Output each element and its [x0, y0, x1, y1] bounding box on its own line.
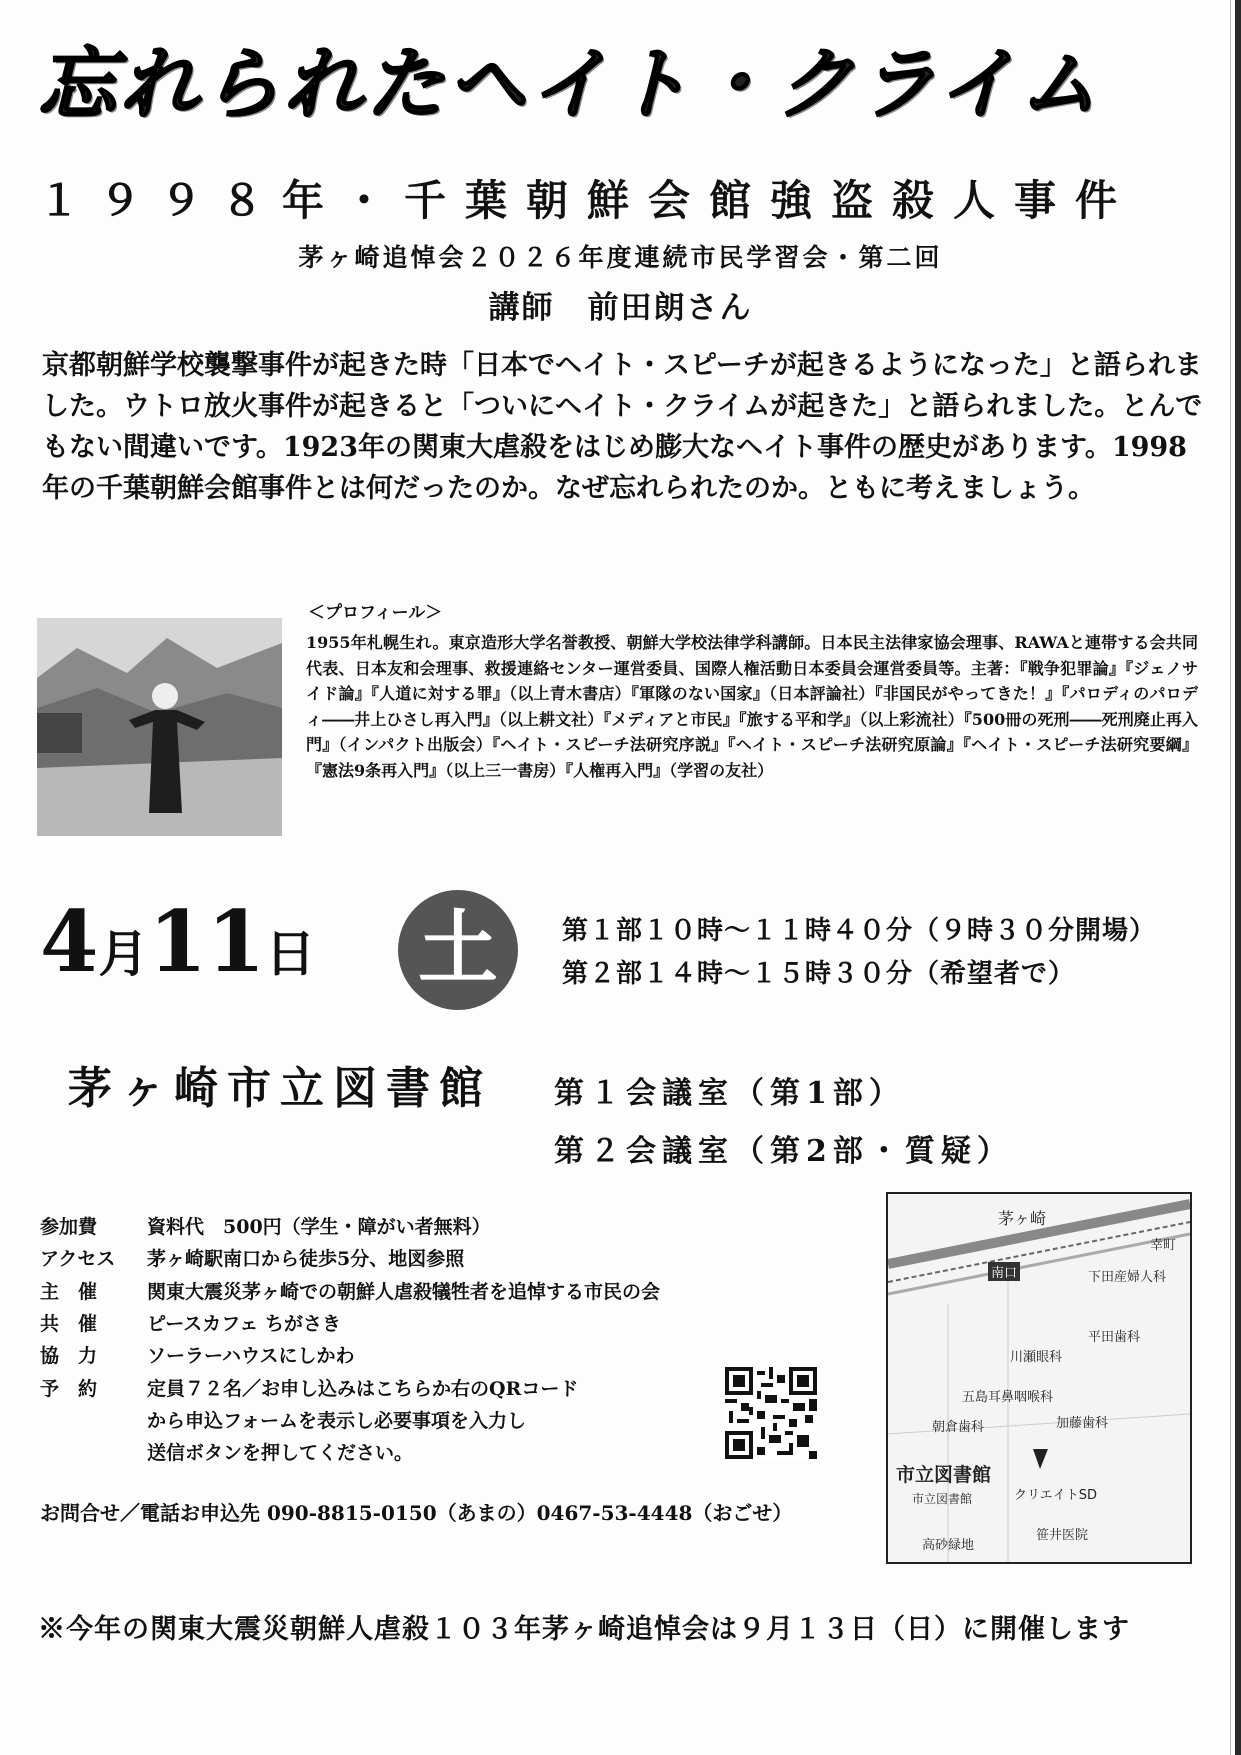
info-organizer [40, 1277, 660, 1304]
map-label-takasago: 高砂緑地 [922, 1538, 975, 1553]
info-cooperation [40, 1341, 354, 1368]
info-reservation[interactable] [40, 1374, 578, 1401]
info-key: 参加費 [40, 1216, 98, 1238]
date-month: 4 [40, 892, 99, 991]
info-access [40, 1244, 464, 1271]
weekday-badge: 土 [398, 890, 518, 1010]
map-label-saiwaicho: 幸町 [1150, 1238, 1177, 1253]
map-label-asakura: 朝倉歯科 [932, 1420, 985, 1435]
info-key: 主 催 [40, 1281, 98, 1303]
info-value: ソーラーハウスにしかわ [147, 1345, 355, 1367]
info-key: 協 力 [40, 1345, 98, 1367]
reservation-cont-2: 送信ボタンを押してください。 [147, 1442, 414, 1464]
info-key: アクセス [40, 1248, 116, 1270]
map-label-chigasaki: 茅ヶ崎 [998, 1209, 1047, 1228]
intro-paragraph: 京都朝鮮学校襲撃事件が起きた時「日本でヘイト・スピーチが起きるようになった」と語られました。ウトロ放火事件が起きると「ついにヘイト・クライムが起きた」と語られました。とんでもない間違いです。1923年の関東大虐殺をはじめ膨大なヘイト事件の歴史があります。1998年の千葉朝鮮会館事件とは何だったのか。なぜ忘れられたのか。ともに考えましょう。 [42, 350, 1203, 504]
map-label-shimoda: 下田産婦人科 [1088, 1270, 1167, 1285]
profile-text: 1955年札幌生れ。東京造形大学名誉教授、朝鮮大学校法律学科講師。日本民主法律家協会理事、RAWAと連帯する会共同代表、日本友和会理事、救援連絡センター運営委員、国際人権活動日本委員会運営委員等。主著：『戦争犯罪論』『ジェノサイド論』『人道に対する罪』（以上青木書店）『軍隊のない国家』（日本評論社）『非国民がやってきた！』『パロディのパロディ――井上ひさし再入門』（以上耕文社）『メディアと市民』『旅する平和学』（以上彩流社）『500冊の死刑――死刑廃止再入門』（インパクト出版会）『ヘイト・スピーチ法研究序説』『ヘイト・スピーチ法研究原論』『ヘイト・スピーチ法研究要綱』『憲法9条再入門』（以上三一書房）『人権再入門』（学習の友社） [306, 633, 1198, 780]
map-label-create-sd: クリエイトSD [1014, 1488, 1098, 1503]
info-value: 資料代 500円（学生・障がい者無料） [147, 1216, 491, 1238]
map-label-kawase: 川瀬眼科 [1010, 1350, 1063, 1365]
date-month-unit: 月 [98, 924, 149, 983]
access-map [886, 1192, 1192, 1564]
info-value: 関東大震災茅ヶ崎での朝鮮人虐殺犠牲者を追悼する市民の会 [147, 1281, 661, 1303]
info-value: 茅ヶ崎駅南口から徒歩5分、地図参照 [147, 1248, 465, 1270]
contact-info: お問合せ／電話お申込先 090-8815-0150（あまの）0467-53-4448（おごせ） [40, 1501, 793, 1525]
schedule-part2: 第２部１４時～１５時３０分（希望者で） [562, 959, 1076, 989]
map-label-hirata: 平田歯科 [1088, 1330, 1141, 1345]
map-label-south-exit: 南口 [988, 1262, 1020, 1281]
series-title: 茅ヶ崎追悼会２０２６年度連続市民学習会・第二回 [298, 243, 943, 272]
info-key: 予 約 [40, 1378, 98, 1400]
map-label-library: 市立図書館 [912, 1492, 973, 1506]
venue-room2: 第２会議室（第2部・質疑） [554, 1134, 1013, 1169]
venue-name: 茅ヶ崎市立図書館 [68, 1063, 492, 1114]
event-subtitle: １９９８年・千葉朝鮮会館強盗殺人事件 [38, 176, 1137, 225]
date-day-unit: 日 [265, 924, 316, 983]
map-label-sasai: 笹井医院 [1036, 1528, 1089, 1543]
speaker-photo [37, 618, 282, 836]
reservation-cont-1: から申込フォームを表示し必要事項を入力し [147, 1410, 527, 1432]
info-value: ピースカフェ ちがさき [147, 1313, 341, 1335]
footer-note: ※今年の関東大震災朝鮮人虐殺１０３年茅ヶ崎追悼会は９月１３日（日）に開催します [38, 1614, 1130, 1645]
date-day: 11 [148, 892, 266, 991]
qr-code[interactable] [725, 1366, 817, 1460]
event-date [40, 892, 316, 991]
map-label-goto: 五島耳鼻咽喉科 [962, 1390, 1054, 1405]
info-value[interactable]: 定員７２名／お申し込みはこちらか右のQRコード [147, 1378, 579, 1400]
info-co-organizer [40, 1309, 341, 1336]
profile-heading: ＜プロフィール＞ [308, 603, 443, 623]
info-fee [40, 1212, 491, 1239]
main-title: 忘れられたヘイト・クライム [38, 40, 1102, 130]
map-label-library-bold: 市立図書館 [896, 1464, 992, 1486]
schedule-part1: 第１部１０時～１１時４０分（９時３０分開場） [562, 916, 1157, 946]
venue-room1: 第１会議室（第1部） [554, 1076, 905, 1111]
info-key: 共 催 [40, 1313, 98, 1335]
map-label-kato: 加藤歯科 [1056, 1416, 1109, 1431]
lecturer-name: 講師 前田朗さん [488, 290, 753, 326]
